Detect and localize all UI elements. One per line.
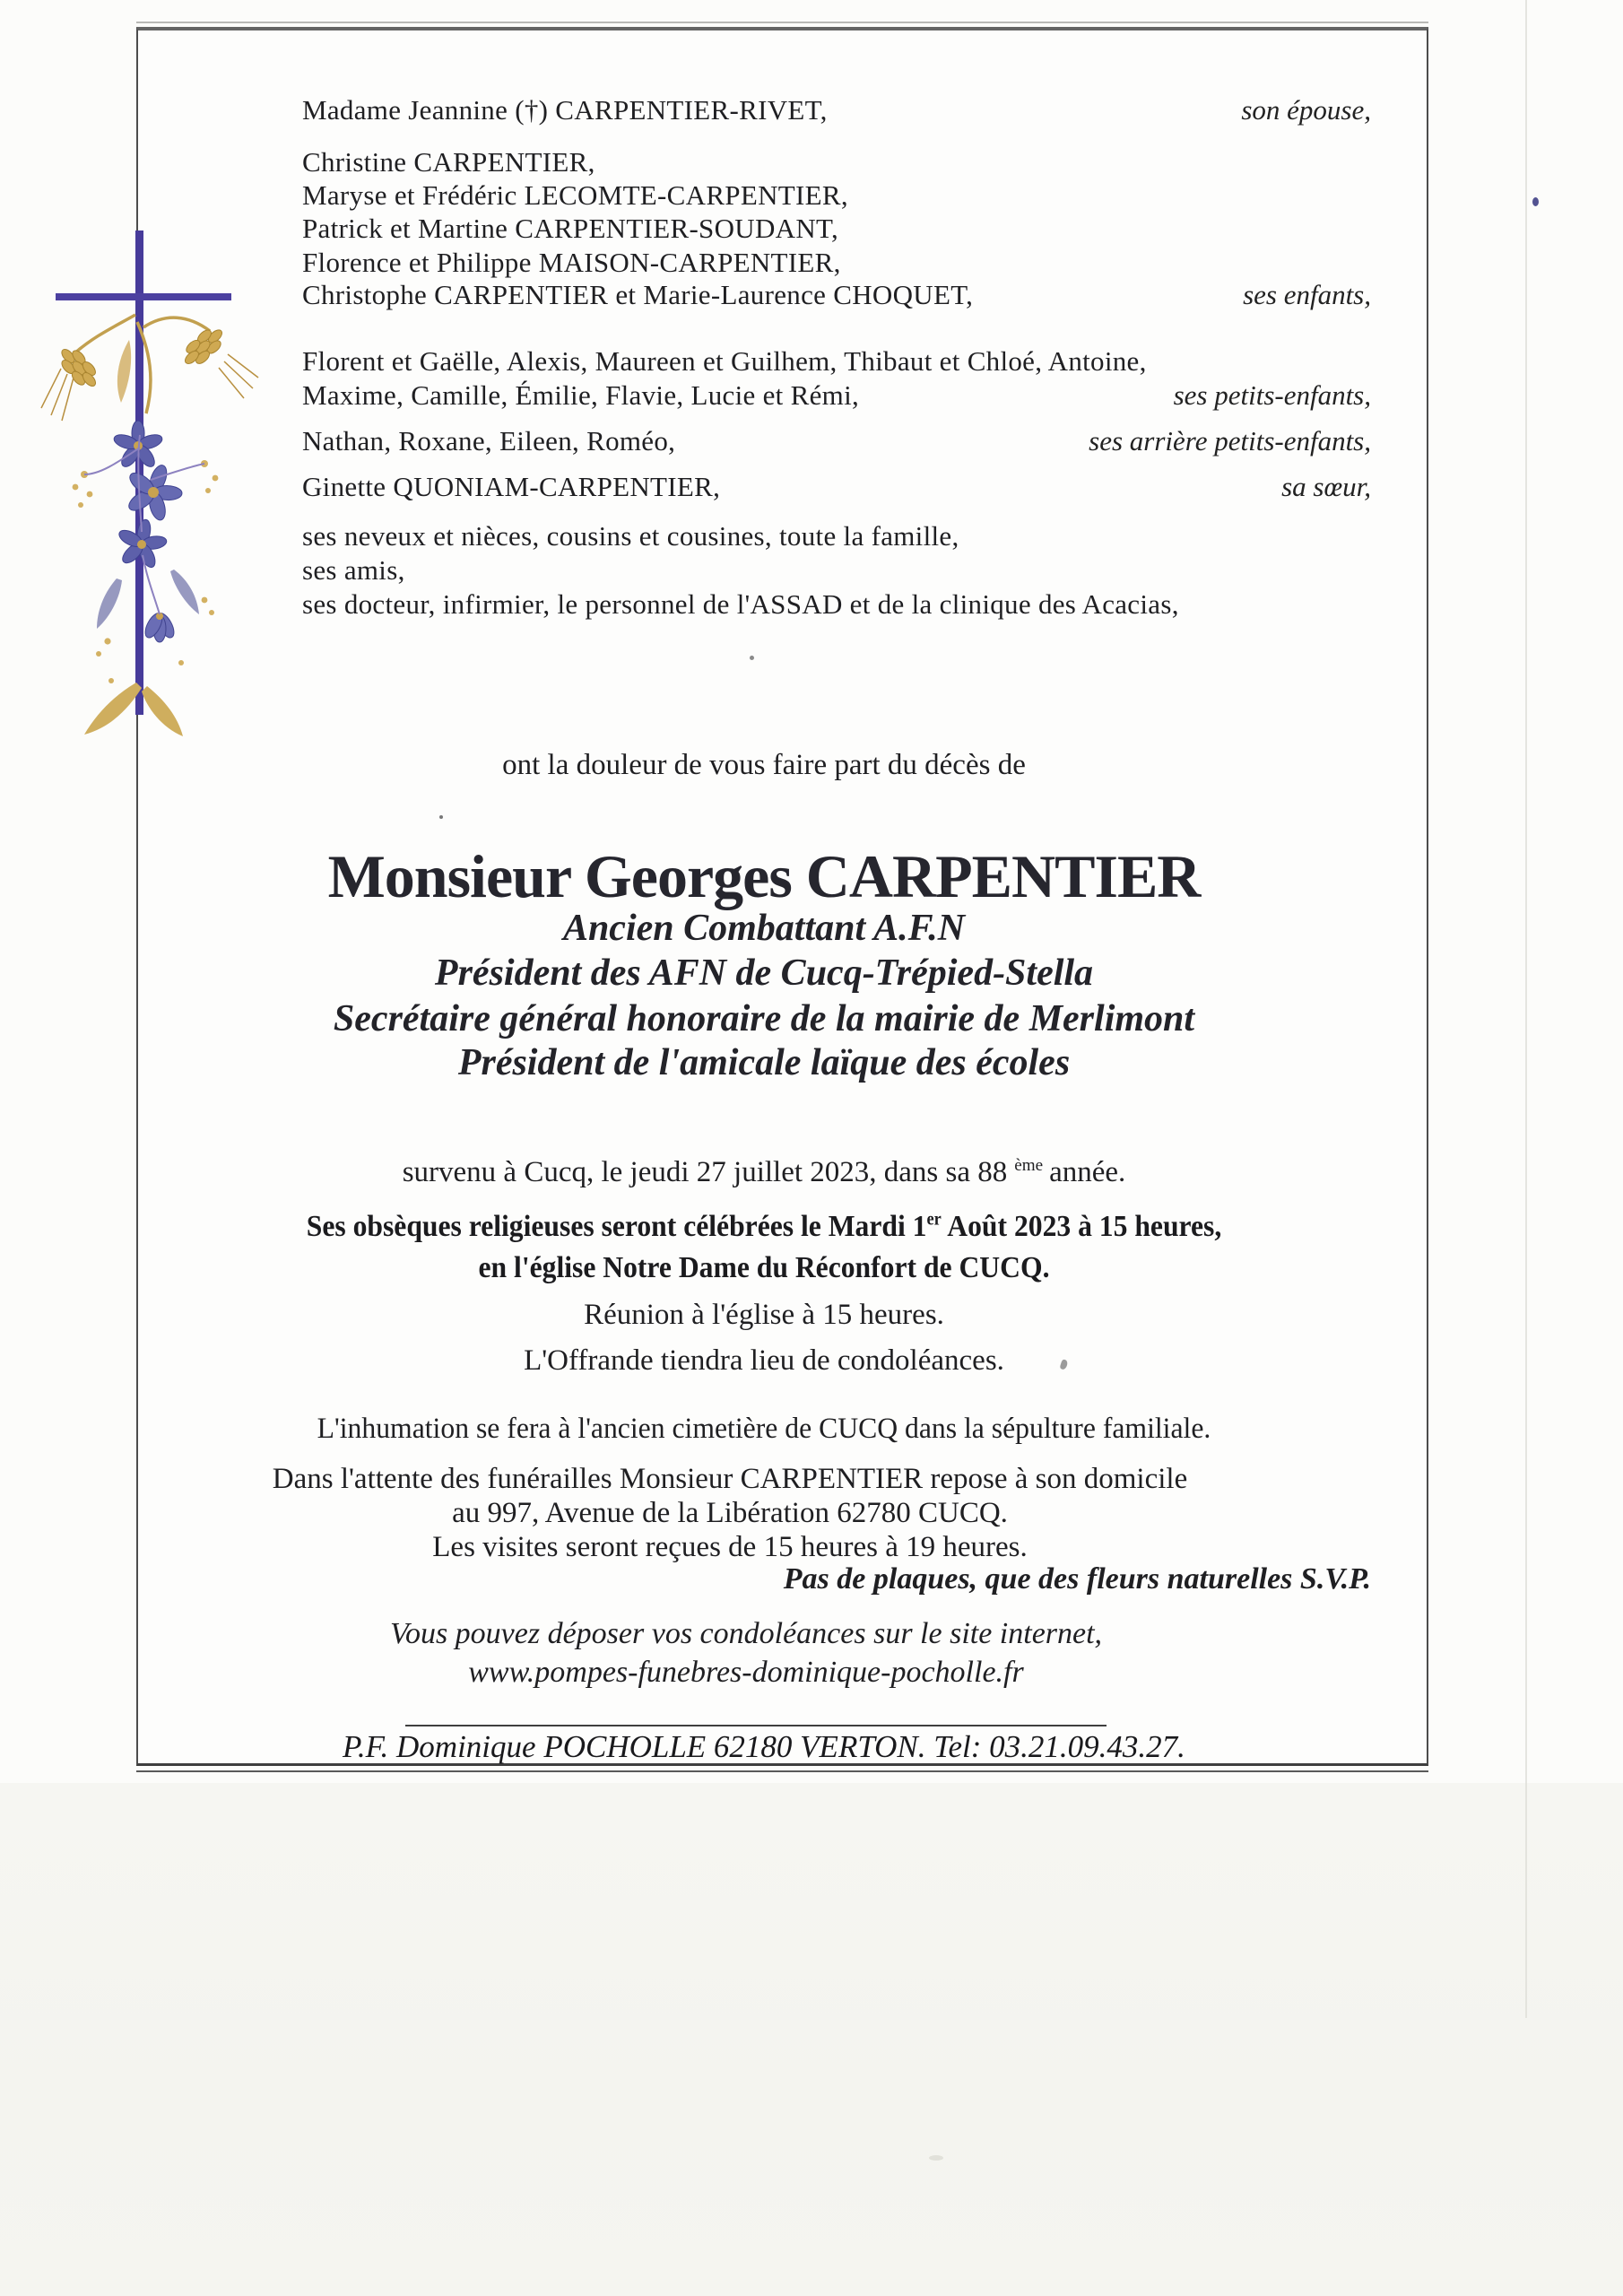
scan-speck <box>750 656 754 660</box>
deceased-title: Président des AFN de Cucq-Trépied-Stella <box>434 952 1094 994</box>
ceremony-superscript: er <box>926 1209 942 1230</box>
flower-4-drooping <box>142 611 178 642</box>
wheat-leaf <box>117 340 131 403</box>
family-names: ses neveux et nièces, cousins et cousines, toute la famille, <box>302 520 959 552</box>
wake-line: au 997, Avenue de la Libération 62780 CUCQ. <box>452 1497 1008 1529</box>
funeral-home-footer: P.F. Dominique POCHOLLE 62180 VERTON. Tel: 03.21.09.43.27. <box>343 1729 1185 1764</box>
ceremony-line-2: en l'église Notre Dame du Réconfort de CUCQ. <box>478 1251 1050 1284</box>
family-line <box>302 553 1371 587</box>
burial-line: L'inhumation se fera à l'ancien cimetière de CUCQ dans la sépulture familiale. <box>317 1413 1211 1445</box>
condolences-website: www.pompes-funebres-dominique-pocholle.fr <box>468 1656 1024 1689</box>
family-line <box>302 178 1371 213</box>
family-names: Nathan, Roxane, Eileen, Roméo, <box>302 425 676 457</box>
ceremony-text: Ses obsèques religieuses seront célébrées le Mardi 1 <box>306 1210 927 1243</box>
family-line <box>302 470 1371 504</box>
family-line <box>302 278 1371 312</box>
meeting-line: Réunion à l'église à 15 heures. <box>584 1299 944 1331</box>
death-date-end: année. <box>1049 1156 1126 1188</box>
condolences-line: Vous pouvez déposer vos condoléances sur le site internet, <box>389 1617 1103 1650</box>
intro-line: ont la douleur de vous faire part du décès de <box>502 749 1026 781</box>
death-date-superscript: ème <box>1014 1156 1044 1175</box>
wake-line: Les visites seront reçues de 15 heures à 19 heures. <box>432 1531 1028 1563</box>
cross-vertical-beam <box>135 230 143 715</box>
scan-speck <box>439 815 443 819</box>
footer-divider <box>405 1725 1107 1726</box>
family-names: Patrick et Martine CARPENTIER-SOUDANT, <box>302 213 839 244</box>
cross-wheat-flowers-decoration <box>29 178 280 779</box>
scan-artifact-line <box>1525 0 1527 2018</box>
wake-line: Dans l'attente des funérailles Monsieur CARPENTIER repose à son domicile <box>272 1463 1188 1495</box>
offering-line: L'Offrande tiendra lieu de condoléances. <box>524 1344 1004 1377</box>
family-names: Christophe CARPENTIER et Marie-Laurence CHOQUET, <box>302 279 974 310</box>
gold-leaf-left <box>84 683 142 735</box>
family-names: Florence et Philippe MAISON-CARPENTIER, <box>302 247 841 278</box>
relation-label: son épouse, <box>1241 94 1371 126</box>
family-names: Maxime, Camille, Émilie, Flavie, Lucie et Rémi, <box>302 379 860 411</box>
family-names: Florent et Gaëlle, Alexis, Maureen et Guilhem, Thibaut et Chloé, Antoine, <box>302 345 1147 377</box>
family-names: ses docteur, infirmier, le personnel de l'ASSAD et de la clinique des Acacias, <box>302 588 1179 620</box>
family-names: Maryse et Frédéric LECOMTE-CARPENTIER, <box>302 179 848 211</box>
scan-lower-area <box>0 1783 1623 2296</box>
family-names: Ginette QUONIAM-CARPENTIER, <box>302 471 721 502</box>
scan-speck <box>1532 197 1539 206</box>
family-line <box>302 424 1371 458</box>
relation-label: sa sœur, <box>1281 471 1371 502</box>
wheat-awns-right <box>219 354 258 398</box>
family-line <box>302 246 1371 280</box>
family-names: ses amis, <box>302 554 405 586</box>
blue-leaf-right <box>170 570 199 614</box>
family-line <box>302 344 1371 378</box>
family-line <box>302 212 1371 246</box>
wheat-awns-left <box>41 369 74 421</box>
ceremony-text-end: Août 2023 à 15 heures, <box>947 1210 1222 1243</box>
family-line <box>302 93 1371 127</box>
deceased-title: Ancien Combattant A.F.N <box>562 908 966 949</box>
family-names: Christine CARPENTIER, <box>302 146 595 178</box>
deceased-title: Secrétaire général honoraire de la mairie de Merlimont <box>333 998 1195 1039</box>
family-line <box>302 587 1371 622</box>
scan-speck <box>929 2155 943 2161</box>
family-line <box>302 378 1371 413</box>
family-line <box>302 519 1371 553</box>
deceased-title: Président de l'amicale laïque des écoles <box>457 1042 1071 1083</box>
death-date-line <box>138 1154 1390 1190</box>
family-names: Madame Jeannine (†) CARPENTIER-RIVET, <box>302 94 828 126</box>
family-line <box>302 145 1371 179</box>
deceased-name: Monsieur Georges CARPENTIER <box>327 842 1201 910</box>
gold-leaf-right <box>142 686 183 736</box>
relation-label: ses arrière petits-enfants, <box>1089 425 1371 457</box>
announcement-card <box>136 27 1428 1766</box>
wheat-ear-right <box>178 322 230 371</box>
blue-leaf-left <box>97 578 122 629</box>
relation-label: ses enfants, <box>1243 279 1371 310</box>
death-date-text: survenu à Cucq, le jeudi 27 juillet 2023, dans sa 88 <box>402 1156 1008 1188</box>
relation-label: ses petits-enfants, <box>1173 379 1371 411</box>
ceremony-line-1 <box>182 1209 1346 1245</box>
flowers-request-line: Pas de plaques, que des fleurs naturelles S.V.P. <box>783 1562 1371 1596</box>
cross-horizontal-beam <box>56 293 231 300</box>
